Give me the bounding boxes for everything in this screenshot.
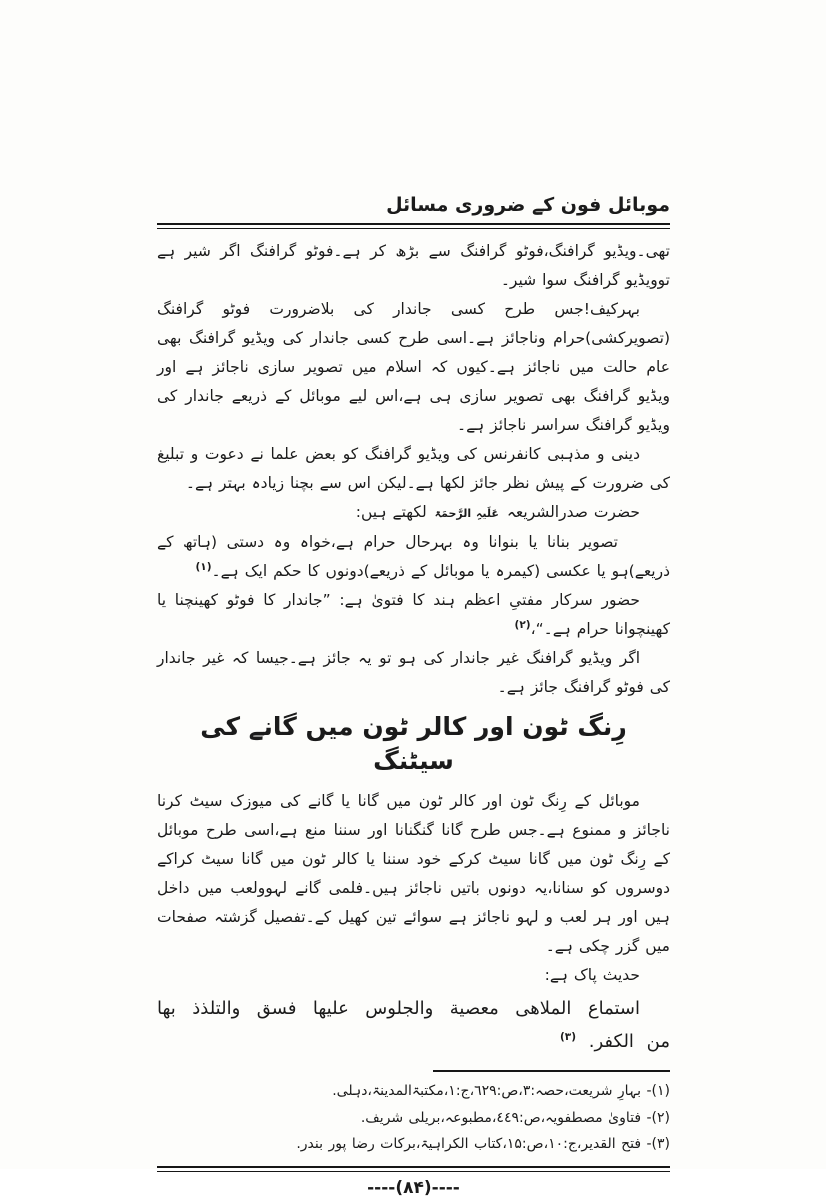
footnote-1-bahar-e-shariat: (۱)- بہارِ شریعت،حصہ:۳،ص:٦٢٩،ج:۱،مکتبۃالمدینۃ،دہلی. <box>332 1083 670 1099</box>
footnote-2-fatawa-mustafawiyah: (۲)- فتاویٰ مصطفویہ،ص:٤٤٩،مطبوعہ،بریلی شریف. <box>360 1109 670 1126</box>
picture-making-quote-text: تصویر بنانا یا بنوانا وہ بہرحال حرام ہے،خواہ وہ دستی (ہاتھ کے ذریعے)ہو یا عکسی (کیمرہ یا موبائل کے ذریعے)دونوں کا حکم ایک ہے۔ <box>157 533 670 580</box>
paragraph-videography-ruling: بہرکیف!جس طرح کسی جاندار کی بلاضرورت فوٹو گرافنگ (تصویرکشی)حرام وناجائز ہے۔اسی طرح کسی جاندار کی ویڈیو گرافنگ بھی عام حالت میں ناجائز ہے۔کیوں کہ اسلام میں تصویر سازی ناجائز ہے اور ویڈیو گرافنگ بھی تصویر سازی ہی ہے،اس لیے موبائل کے ذریعے جاندار کی ویڈیو گرافنگ سراسر ناجائز ہے۔ <box>157 300 670 434</box>
page-number: ----(۸۴)---- <box>367 1177 460 1198</box>
paragraph-conference-videography: دینی و مذہبی کانفرنس کی ویڈیو گرافنگ کو بعض علما نے دعوت و تبلیغ کی ضرورت کے پیش نظر جائز لکھا ہے۔لیکن اس سے بچنا زیادہ بہتر ہے۔ <box>157 445 670 492</box>
paragraph-picture-making-quote <box>157 528 670 586</box>
sadrushsharia-writes: لکھتے ہیں: <box>355 503 427 521</box>
footnote-marker-1: (۱) <box>195 560 212 573</box>
footnote-3-fath-al-qadir: (۳)- فتح القدیر،ج:۱۰،ص:۱۵،کتاب الکراہیۃ،برکات رضا پور بندر. <box>296 1136 670 1152</box>
mufti-azam-fatwa-text: حضور سرکار مفتیِ اعظم ہند کا فتویٰ ہے: ”جاندار کا فوٹو کھینچنا یا کھینچوانا حرام ہے۔“، <box>157 591 670 638</box>
section-heading-ringtone-setting: رِنگ ٹون اور کالر ٹون میں گانے کی سیٹنگ <box>200 712 627 775</box>
paragraph-mufti-azam-fatwa <box>157 586 670 644</box>
paragraph-sadrushsharia-intro <box>157 498 670 528</box>
arabic-hadith-quote <box>157 992 670 1058</box>
paragraph-hadith-intro: حدیث پاک ہے: <box>544 966 640 984</box>
footer-double-rule <box>157 1166 670 1172</box>
running-head-title: موبائل فون کے ضروری مسائل <box>386 194 670 216</box>
footnote-divider-rule <box>433 1070 670 1072</box>
header-double-rule <box>157 223 670 229</box>
footnote-marker-2: (۲) <box>514 618 531 631</box>
honorific-alaihirrahma: عَلَیہِ الرَّحمَۃ <box>434 507 499 520</box>
sadrushsharia-name: حضرت صدرالشریعہ <box>506 503 640 521</box>
paragraph-videography-intro: تھی۔ویڈیو گرافنگ،فوٹو گرافنگ سے بڑھ کر ہے۔فوٹو گرافنگ اگر شیر ہے توویڈیو گرافنگ سوا شیر۔ <box>157 242 670 289</box>
paragraph-ringtone-ruling: موبائل کے رِنگ ٹون اور کالر ٹون میں گانا یا گانے کی میوزک سیٹ کرنا ناجائز و ممنوع ہے۔جس طرح گانا گنگنانا اور سننا منع ہے،اسی طرح موبائل کے رِنگ ٹون میں گانا سیٹ کرکے خود سننا یا کالر ٹون میں گانا سیٹ کراکے دوسروں کو سنانا،یہ دونوں باتیں ناجائز ہیں۔فلمی گانے لہوولعب میں داخل ہیں اور ہر لعب و لہو ناجائز ہے سوائے تین کھیل کے۔تفصیل گزشتہ صفحات میں گزر چکی ہے۔ <box>157 792 670 955</box>
footnote-marker-3: (۳) <box>559 1031 577 1043</box>
arabic-hadith-text: استماع الملاهى معصية والجلوس عليها فسق والتلذذ بها من الكفر. <box>157 998 670 1052</box>
paragraph-inanimate-videography: اگر ویڈیو گرافنگ غیر جاندار کی ہو تو یہ جائز ہے۔جیسا کہ غیر جاندار کی فوٹو گرافنگ جائز ہے۔ <box>157 649 670 696</box>
page-content-column <box>157 190 670 1198</box>
